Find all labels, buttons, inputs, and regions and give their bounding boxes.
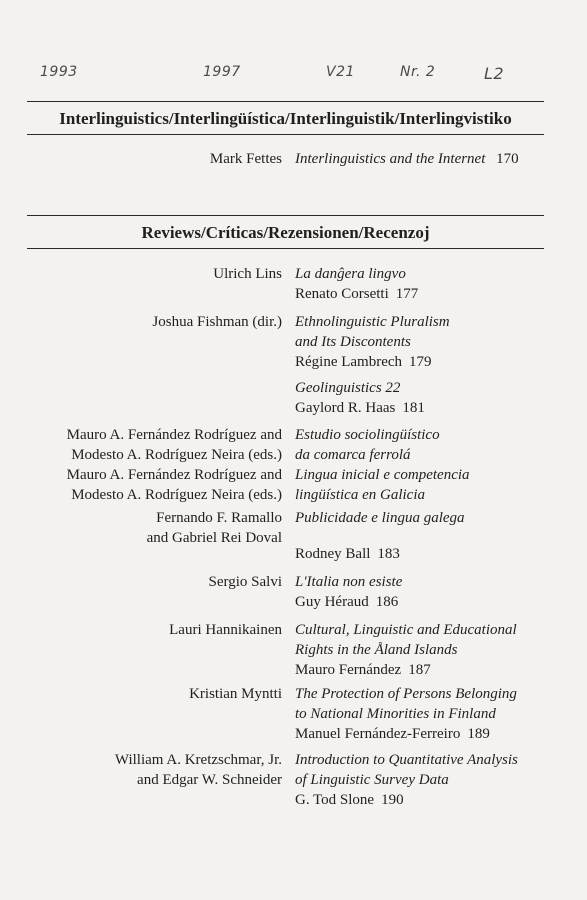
review-entry [295,465,550,505]
review-author: Kristian Myntti [189,686,282,702]
author-line: William A. Kretzschmar, Jr. [114,752,282,768]
review-page: 177 [395,286,419,302]
handwritten-note-1: 1993 [40,64,78,80]
reviewer-name: Guy Héraud [295,594,369,610]
handwritten-note-5: L2 [484,64,505,83]
review-book-title-cont: and Its Discontents [295,334,411,350]
review-entry [295,378,550,418]
review-reviewer-line [295,544,550,564]
review-author [27,750,282,790]
reviewer-name: Manuel Fernández-Ferreiro [295,726,461,742]
review-reviewer-line [295,398,550,418]
review-reviewer-line [295,592,550,612]
section-title-reviews: Reviews/Críticas/Rezensionen/Recenzoj [141,223,430,242]
review-reviewer-line [295,284,550,304]
review-book-title: Publicidade e lingua galega [295,510,465,526]
review-author: Sergio Salvi [208,574,282,590]
review-entry [295,264,550,304]
review-book-title-cont: of Linguistic Survey Data [295,772,449,788]
review-book-title: Estudio sociolingüístico [295,427,440,443]
author-line: Mauro A. Fernández Rodríguez and [66,467,282,483]
review-book-title: Introduction to Quantitative Analysis [295,752,518,768]
review-book-title: The Protection of Persons Belonging [295,686,517,702]
review-page: 183 [377,546,400,562]
review-entry [295,425,550,465]
review-entry [295,572,550,612]
toc-entry [295,149,550,169]
review-reviewer-line [295,724,550,744]
review-page: 181 [402,400,425,416]
reviewer-name: G. Tod Slone [295,792,375,808]
reviewer-name: Mauro Fernández [295,662,402,678]
reviewer-name: Gaylord R. Haas [295,400,396,416]
review-page: 186 [375,594,399,610]
review-book-title-cont: da comarca ferrolá [295,447,411,463]
handwritten-note-3: V21 [326,64,355,80]
author-line: Mauro A. Fernández Rodríguez and [66,427,282,443]
review-entry [295,312,550,372]
section-title-interlinguistics: Interlinguistics/Interlingüística/Interlinguistik/Interlingvistiko [59,109,512,128]
review-entry [295,620,550,680]
review-book-title: Ethnolinguistic Pluralism [295,314,450,330]
review-reviewer-line [295,660,550,680]
review-author: Joshua Fishman (dir.) [152,314,282,330]
review-reviewer-line [295,790,550,810]
review-entry [295,684,550,744]
review-author [27,508,282,548]
review-book-title: La danĝera lingvo [295,266,406,282]
section-rule-bottom [27,248,544,249]
review-book-title: Lingua inicial e competencia [295,467,470,483]
review-book-title-cont: to National Minorities in Finland [295,706,496,722]
author-line: Fernando F. Ramallo [156,510,282,526]
review-author [27,465,282,505]
reviewer-name: Régine Lambrech [295,354,403,370]
review-book-title: Geolinguistics 22 [295,380,401,396]
review-book-title: L'Italia non esiste [295,574,403,590]
review-page: 179 [409,354,432,370]
toc-title: Interlinguistics and the Internet [295,151,486,167]
review-book-title: Cultural, Linguistic and Educational [295,622,517,638]
review-entry [295,750,550,810]
review-page: 190 [381,792,404,808]
review-author: Lauri Hannikainen [169,622,282,638]
section-rule-bottom [27,134,544,135]
reviewer-name: Rodney Ball [295,546,371,562]
review-page: 189 [467,726,490,742]
reviewer-name: Renato Corsetti [295,286,389,302]
review-author: Ulrich Lins [213,266,282,282]
author-line: and Gabriel Rei Doval [146,530,282,546]
author-line: Modesto A. Rodríguez Neira (eds.) [71,487,282,503]
toc-author: Mark Fettes [209,151,282,167]
review-book-title-cont: Rights in the Åland Islands [295,642,458,658]
review-reviewer-line [295,352,550,372]
toc-page: 170 [496,151,519,167]
review-page: 187 [408,662,431,678]
author-line: and Edgar W. Schneider [137,772,282,788]
review-book-title-cont: lingüística en Galicia [295,487,425,503]
handwritten-note-4: Nr. 2 [400,64,436,80]
handwritten-note-2: 1997 [203,64,241,80]
review-entry [295,508,550,528]
author-line: Modesto A. Rodríguez Neira (eds.) [71,447,282,463]
review-author [27,425,282,465]
section-rule-top [27,215,544,216]
section-rule-top [27,101,544,102]
